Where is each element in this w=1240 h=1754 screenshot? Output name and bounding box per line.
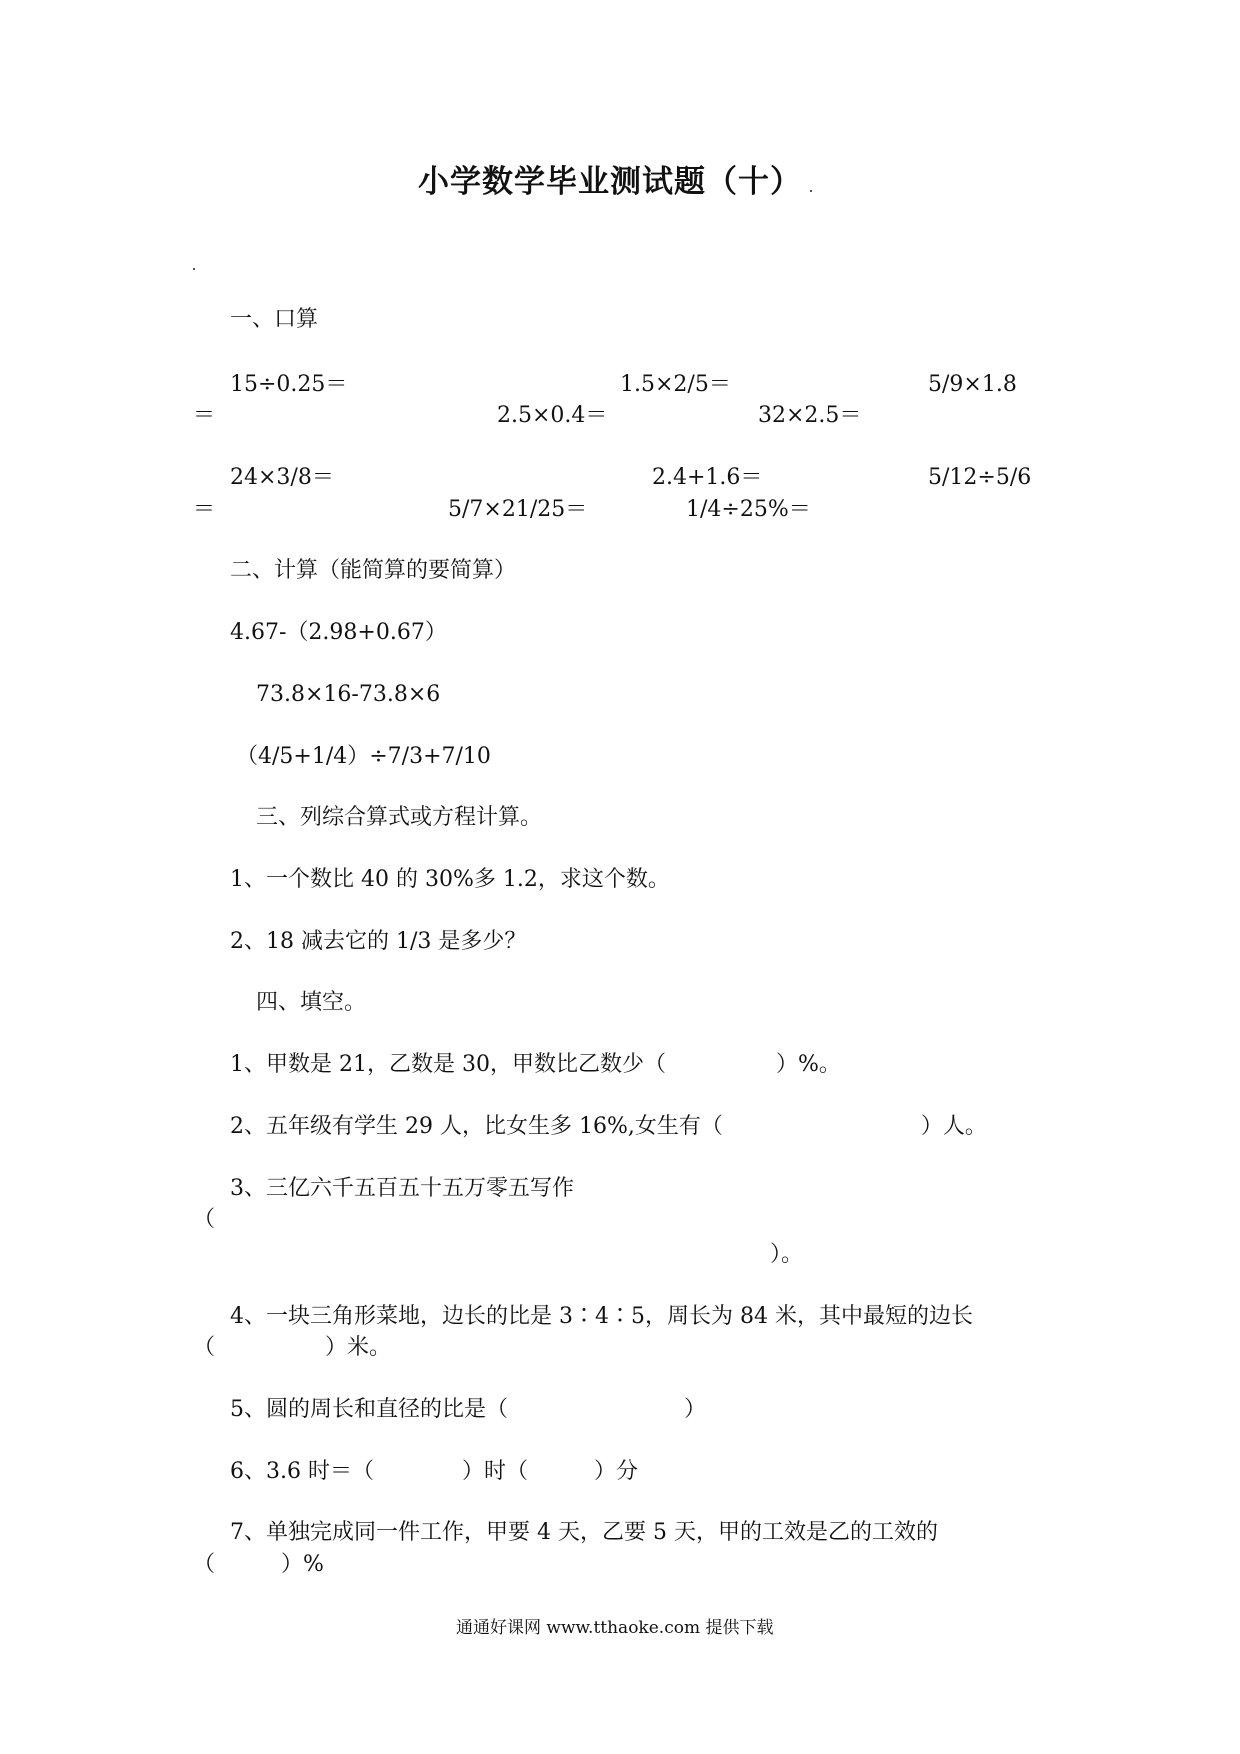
oral-item: 5/9×1.8 bbox=[928, 372, 1017, 397]
fill-item-open-paren: （ bbox=[193, 1207, 216, 1232]
equation-item: 2、18 减去它的 1/3 是多少？ bbox=[230, 929, 527, 954]
scan-speck bbox=[193, 268, 195, 270]
oral-equals: ＝ bbox=[193, 497, 216, 522]
fill-item: 7、单独完成同一件工作，甲要 4 天，乙要 5 天，甲的工效是乙的工效的 bbox=[230, 1520, 938, 1545]
fill-item: 2、五年级有学生 29 人，比女生多 16%,女生有（ ）人。 bbox=[230, 1114, 987, 1139]
fill-item: 4、一块三角形菜地，边长的比是 3∶4∶5，周长为 84 米，其中最短的边长 bbox=[230, 1304, 973, 1329]
oral-item: 15÷0.25＝ bbox=[230, 372, 348, 397]
scan-speck bbox=[810, 190, 812, 192]
oral-item: 32×2.5＝ bbox=[758, 403, 862, 428]
oral-item: 1.5×2/5＝ bbox=[620, 372, 731, 397]
fill-item: 1、甲数是 21，乙数是 30，甲数比乙数少（ ）%。 bbox=[230, 1052, 841, 1077]
page-title: 小学数学毕业测试题（十） bbox=[418, 164, 802, 200]
oral-item: 1/4÷25%＝ bbox=[686, 497, 811, 522]
fill-item: 5、圆的周长和直径的比是（ ） bbox=[230, 1397, 706, 1422]
oral-item: 2.4+1.6＝ bbox=[652, 465, 763, 490]
fill-item: 3、三亿六千五百五十五万零五写作 bbox=[230, 1176, 574, 1201]
section-heading-oral: 一、口算 bbox=[230, 307, 319, 332]
fill-item-close-paren: ）。 bbox=[770, 1242, 804, 1267]
section-heading-fill: 四、填空。 bbox=[256, 990, 367, 1015]
fill-item: （ ）% bbox=[193, 1552, 324, 1577]
oral-item: 5/7×21/25＝ bbox=[448, 497, 588, 522]
calc-item: （4/5+1/4）÷7/3+7/10 bbox=[236, 744, 491, 769]
oral-item: 24×3/8＝ bbox=[230, 465, 334, 490]
footer-credit: 通通好课网 www.tthaoke.com 提供下载 bbox=[456, 1618, 774, 1638]
equation-item: 1、一个数比 40 的 30%多 1.2，求这个数。 bbox=[230, 867, 670, 892]
fill-item: 6、3.6 时＝（ ）时（ ）分 bbox=[230, 1459, 638, 1484]
oral-item: 2.5×0.4＝ bbox=[497, 403, 608, 428]
section-heading-equations: 三、列综合算式或方程计算。 bbox=[256, 805, 543, 830]
fill-item: （ ）米。 bbox=[193, 1335, 392, 1360]
section-heading-calc: 二、计算（能简算的要简算） bbox=[230, 558, 517, 583]
calc-item: 73.8×16-73.8×6 bbox=[256, 682, 441, 707]
calc-item: 4.67-（2.98+0.67） bbox=[230, 620, 447, 645]
oral-equals: ＝ bbox=[193, 403, 216, 428]
oral-item: 5/12÷5/6 bbox=[928, 465, 1032, 490]
